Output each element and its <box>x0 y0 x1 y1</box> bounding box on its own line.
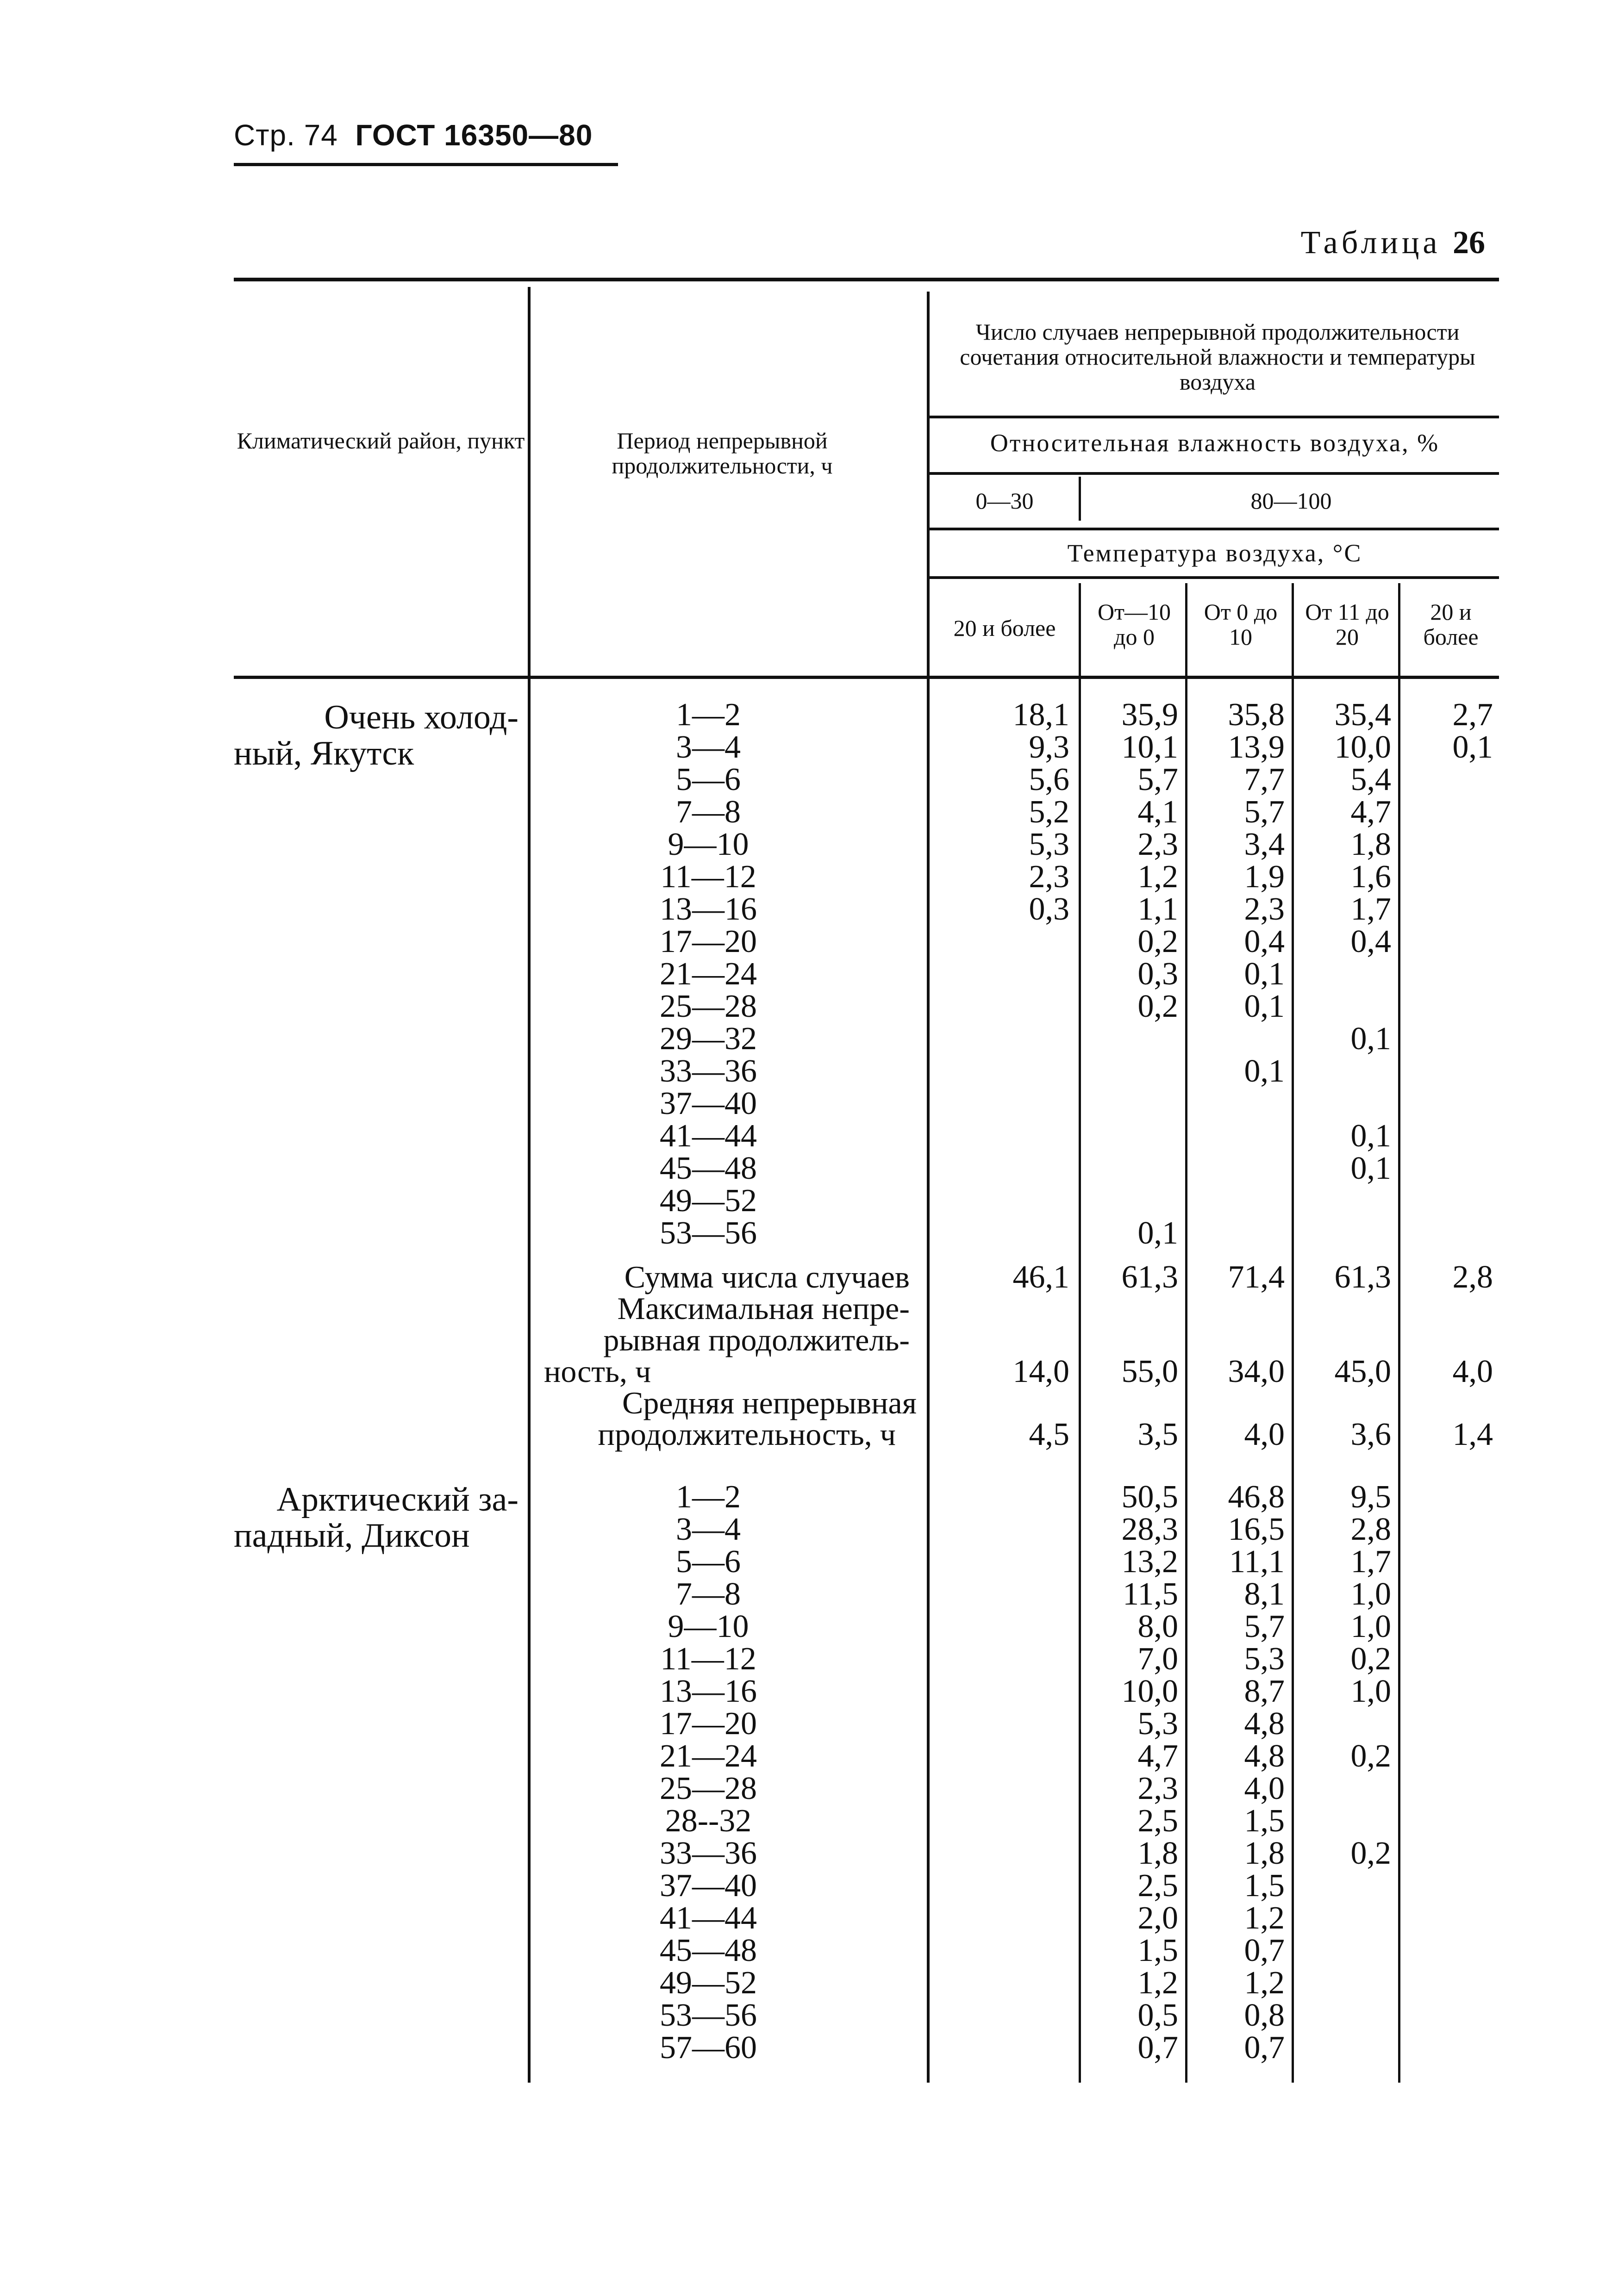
period-cell: 37—40 <box>660 1086 757 1121</box>
table-row-10-value-2: 0,2 <box>1137 989 1178 1024</box>
col-divider-5 <box>1292 583 1294 2083</box>
table-row-3-value-3: 7,7 <box>1244 762 1285 797</box>
col-divider-1 <box>528 287 531 2083</box>
sum-row-value-1: 46,1 <box>1012 1259 1069 1295</box>
table-top-rule <box>234 278 1499 281</box>
header-region: Климатический район, пункт <box>237 428 525 454</box>
period-cell: 28--32 <box>665 1803 752 1839</box>
max-row-value-4: 45,0 <box>1334 1354 1391 1389</box>
table-row-9-value-3: 0,1 <box>1244 956 1285 992</box>
table-row-9-value-2: 0,3 <box>1137 956 1178 992</box>
period-cell: 5—6 <box>676 1544 741 1580</box>
table-row-4-value-2: 11,5 <box>1123 1576 1178 1612</box>
table-caption <box>1301 224 1485 261</box>
table-row-6-value-2: 1,2 <box>1137 859 1178 895</box>
max-label-line-2: рывная продолжитель- <box>603 1322 910 1357</box>
table-row-10-value-3: 0,1 <box>1244 989 1285 1024</box>
rule-humidity-top <box>927 416 1499 418</box>
table-row-5-value-2: 2,3 <box>1137 827 1178 862</box>
table-row-12-value-4: 0,2 <box>1350 1836 1391 1871</box>
table-row-7-value-2: 10,0 <box>1121 1674 1178 1709</box>
period-cell: 13—16 <box>660 891 757 927</box>
table-row-8-value-3: 0,4 <box>1244 924 1285 959</box>
table-caption-word: Таблица <box>1300 225 1441 261</box>
period-cell: 11—12 <box>660 1641 756 1677</box>
period-cell: 45—48 <box>660 1933 757 1968</box>
table-row-1-value-4: 9,5 <box>1350 1479 1391 1515</box>
period-cell: 17—20 <box>660 924 757 959</box>
table-row-17-value-3: 0,8 <box>1244 1997 1285 2033</box>
table-row-1-value-3: 35,8 <box>1228 697 1285 733</box>
table-row-3-value-4: 5,4 <box>1350 762 1391 797</box>
table-row-2-value-3: 13,9 <box>1228 729 1285 765</box>
max-row-value-5: 4,0 <box>1452 1354 1493 1389</box>
table-row-5-value-3: 3,4 <box>1244 827 1285 862</box>
header-group-main: Число случаев непрерывной продолжительности сочетания относительной влажности и температуры воздуха <box>960 319 1475 395</box>
table-row-1-value-4: 35,4 <box>1334 697 1391 733</box>
table-row-1-value-2: 50,5 <box>1121 1479 1178 1515</box>
period-cell: 41—44 <box>660 1118 757 1154</box>
sum-row-value-4: 61,3 <box>1334 1259 1391 1295</box>
region-name-line-2: ный, Якутск <box>234 734 414 772</box>
col-divider-6 <box>1398 583 1400 2083</box>
table-row-15-value-2: 1,5 <box>1137 1933 1178 1968</box>
table-row-16-value-2: 1,2 <box>1137 1965 1178 2001</box>
table-row-15-value-4: 0,1 <box>1350 1151 1391 1186</box>
table-caption-number: 26 <box>1453 225 1485 261</box>
period-cell: 53—56 <box>660 1215 757 1251</box>
avg-label-line-1: Средняя непрерывная <box>622 1385 917 1420</box>
table-row-6-value-4: 1,6 <box>1350 859 1391 895</box>
table-row-11-value-2: 2,5 <box>1137 1803 1178 1839</box>
col-divider-4 <box>1185 583 1187 2083</box>
period-cell: 41—44 <box>660 1900 757 1936</box>
table-row-2-value-2: 28,3 <box>1121 1512 1178 1547</box>
period-cell: 33—36 <box>660 1836 757 1871</box>
period-cell: 21—24 <box>660 956 757 992</box>
table-row-7-value-3: 8,7 <box>1244 1674 1285 1709</box>
table-row-8-value-4: 0,4 <box>1350 924 1391 959</box>
period-cell: 33—36 <box>660 1053 757 1089</box>
table-row-17-value-2: 0,1 <box>1137 1215 1178 1251</box>
region-name-line-1: Арктический за- <box>276 1481 518 1518</box>
col-divider-2 <box>927 292 930 2083</box>
period-cell: 5—6 <box>676 762 741 797</box>
period-cell: 49—52 <box>660 1965 757 2001</box>
header-temp-col-1: 20 и более <box>953 615 1056 641</box>
table-row-2-value-1: 9,3 <box>1029 729 1069 765</box>
header-bottom-rule <box>234 676 1499 679</box>
page-header <box>234 118 593 152</box>
table-row-1-value-5: 2,7 <box>1452 697 1493 733</box>
table-row-4-value-3: 8,1 <box>1244 1576 1285 1612</box>
period-cell: 21—24 <box>660 1738 757 1774</box>
table-row-5-value-3: 5,7 <box>1244 1609 1285 1644</box>
table-row-4-value-2: 4,1 <box>1137 794 1178 830</box>
table-row-13-value-3: 1,5 <box>1244 1868 1285 1904</box>
table-row-7-value-3: 2,3 <box>1244 891 1285 927</box>
table-row-1-value-2: 35,9 <box>1121 697 1178 733</box>
table-row-3-value-1: 5,6 <box>1029 762 1069 797</box>
table-row-3-value-2: 13,2 <box>1121 1544 1178 1580</box>
header-humidity: Относительная влажность воздуха, % <box>990 429 1440 457</box>
table-row-6-value-4: 0,2 <box>1350 1641 1391 1677</box>
table-row-1-value-1: 18,1 <box>1012 697 1069 733</box>
table-row-2-value-5: 0,1 <box>1452 729 1493 765</box>
region-name-line-2: падный, Диксон <box>234 1517 470 1555</box>
rule-temp-top <box>927 528 1499 530</box>
col-divider-3 <box>1079 583 1081 2083</box>
avg-row-value-3: 4,0 <box>1244 1417 1285 1452</box>
sum-row-value-2: 61,3 <box>1121 1259 1178 1295</box>
table-row-18-value-3: 0,7 <box>1244 2030 1285 2066</box>
header-period: Период непрерывной продолжительности, ч <box>612 428 833 479</box>
table-row-9-value-4: 0,2 <box>1350 1738 1391 1774</box>
period-cell: 13—16 <box>660 1674 757 1709</box>
table-row-7-value-4: 1,7 <box>1350 891 1391 927</box>
period-cell: 53—56 <box>660 1997 757 2033</box>
table-row-13-value-2: 2,5 <box>1137 1868 1178 1904</box>
sum-label: Сумма числа случаев <box>624 1259 910 1294</box>
table-row-17-value-2: 0,5 <box>1137 1997 1178 2033</box>
period-cell: 7—8 <box>676 794 741 830</box>
table-row-2-value-4: 10,0 <box>1334 729 1391 765</box>
period-cell: 45—48 <box>660 1151 757 1186</box>
rule-humidity-bottom <box>927 472 1499 475</box>
table-row-14-value-4: 0,1 <box>1350 1118 1391 1154</box>
period-cell: 29—32 <box>660 1021 757 1057</box>
header-humidity-high: 80—100 <box>1250 488 1332 514</box>
avg-row-value-4: 3,6 <box>1350 1417 1391 1452</box>
table-row-4-value-4: 4,7 <box>1350 794 1391 830</box>
max-label-line-3: ность, ч <box>544 1354 651 1389</box>
table-row-1-value-3: 46,8 <box>1228 1479 1285 1515</box>
table-row-4-value-3: 5,7 <box>1244 794 1285 830</box>
avg-row-value-1: 4,5 <box>1029 1417 1069 1452</box>
table-row-5-value-2: 8,0 <box>1137 1609 1178 1644</box>
sum-row-value-3: 71,4 <box>1228 1259 1285 1295</box>
period-cell: 7—8 <box>676 1576 741 1612</box>
period-cell: 25—28 <box>660 1771 757 1806</box>
table-row-6-value-2: 7,0 <box>1137 1641 1178 1677</box>
period-cell: 1—2 <box>676 1479 741 1515</box>
table-row-11-value-4: 0,1 <box>1350 1021 1391 1057</box>
period-cell: 11—12 <box>660 859 756 895</box>
period-cell: 9—10 <box>668 827 749 862</box>
table-row-16-value-3: 1,2 <box>1244 1965 1285 2001</box>
period-cell: 17—20 <box>660 1706 757 1742</box>
table-row-6-value-3: 1,9 <box>1244 859 1285 895</box>
header-humidity-low: 0—30 <box>975 488 1034 514</box>
max-row-value-1: 14,0 <box>1012 1354 1069 1389</box>
table-row-12-value-2: 1,8 <box>1137 1836 1178 1871</box>
avg-row-value-2: 3,5 <box>1137 1417 1178 1452</box>
table-row-15-value-3: 0,7 <box>1244 1933 1285 1968</box>
table-row-8-value-3: 4,8 <box>1244 1706 1285 1742</box>
table-row-2-value-4: 2,8 <box>1350 1512 1391 1547</box>
table-row-9-value-3: 4,8 <box>1244 1738 1285 1774</box>
period-cell: 57—60 <box>660 2030 757 2066</box>
table-row-5-value-4: 1,0 <box>1350 1609 1391 1644</box>
table-row-14-value-2: 2,0 <box>1137 1900 1178 1936</box>
region-name-line-1: Очень холод- <box>324 698 518 736</box>
period-cell: 1—2 <box>676 697 741 733</box>
table-row-6-value-3: 5,3 <box>1244 1641 1285 1677</box>
table-row-5-value-4: 1,8 <box>1350 827 1391 862</box>
table-row-10-value-2: 2,3 <box>1137 1771 1178 1806</box>
period-cell: 9—10 <box>668 1609 749 1644</box>
humidity-split <box>1079 477 1081 521</box>
table-row-7-value-2: 1,1 <box>1137 891 1178 927</box>
table-row-2-value-2: 10,1 <box>1121 729 1178 765</box>
table-row-4-value-4: 1,0 <box>1350 1576 1391 1612</box>
table-row-8-value-2: 5,3 <box>1137 1706 1178 1742</box>
table-row-12-value-3: 1,8 <box>1244 1836 1285 1871</box>
table-row-18-value-2: 0,7 <box>1137 2030 1178 2066</box>
max-label-line-1: Максимальная непре- <box>617 1291 910 1326</box>
table-row-6-value-1: 2,3 <box>1029 859 1069 895</box>
period-cell: 3—4 <box>676 729 741 765</box>
period-cell: 49—52 <box>660 1183 757 1219</box>
max-row-value-3: 34,0 <box>1228 1354 1285 1389</box>
header-temperature: Температура воздуха, °С <box>1067 539 1362 567</box>
header-temp-col-3: От 0 до 10 <box>1204 599 1278 650</box>
header-rule <box>234 163 618 166</box>
standard-number: ГОСТ 16350—80 <box>355 118 593 152</box>
table-row-4-value-1: 5,2 <box>1029 794 1069 830</box>
header-temp-col-4: От 11 до 20 <box>1305 599 1389 650</box>
table-row-7-value-1: 0,3 <box>1029 891 1069 927</box>
max-row-value-2: 55,0 <box>1121 1354 1178 1389</box>
avg-row-value-5: 1,4 <box>1452 1417 1493 1452</box>
table-row-10-value-3: 4,0 <box>1244 1771 1285 1806</box>
table-row-12-value-3: 0,1 <box>1244 1053 1285 1089</box>
table-row-7-value-4: 1,0 <box>1350 1674 1391 1709</box>
header-temp-col-2: От—10 до 0 <box>1098 599 1171 650</box>
table-row-3-value-2: 5,7 <box>1137 762 1178 797</box>
table-row-5-value-1: 5,3 <box>1029 827 1069 862</box>
table-row-3-value-4: 1,7 <box>1350 1544 1391 1580</box>
table-row-9-value-2: 4,7 <box>1137 1738 1178 1774</box>
sum-row-value-5: 2,8 <box>1452 1259 1493 1295</box>
avg-label-line-2: продолжительность, ч <box>598 1417 896 1452</box>
table-row-11-value-3: 1,5 <box>1244 1803 1285 1839</box>
table-row-14-value-3: 1,2 <box>1244 1900 1285 1936</box>
header-temp-col-5: 20 и более <box>1423 599 1479 650</box>
period-cell: 25—28 <box>660 989 757 1024</box>
table-row-8-value-2: 0,2 <box>1137 924 1178 959</box>
period-cell: 37—40 <box>660 1868 757 1904</box>
period-cell: 3—4 <box>676 1512 741 1547</box>
page-label: Стр. 74 <box>234 118 338 152</box>
rule-temp-bottom <box>927 576 1499 579</box>
table-row-2-value-3: 16,5 <box>1228 1512 1285 1547</box>
table-row-3-value-3: 11,1 <box>1229 1544 1285 1580</box>
